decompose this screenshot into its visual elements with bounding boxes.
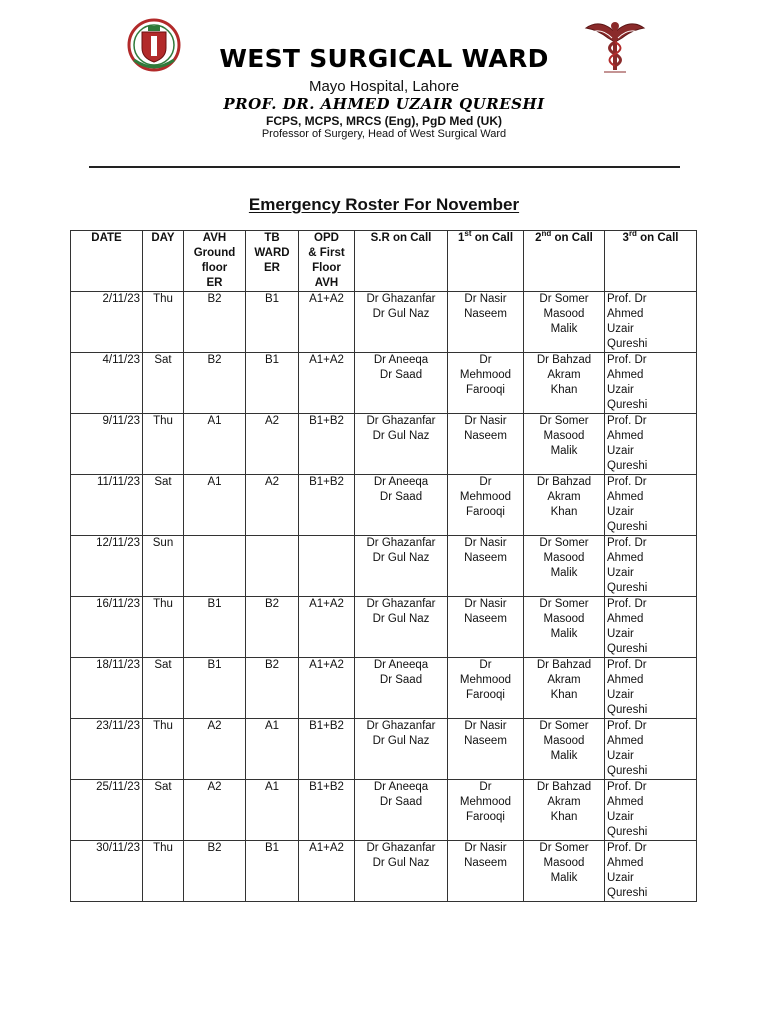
cell-third-on-call-line: Qureshi [607, 704, 648, 716]
header-first-num: 1 [457, 232, 465, 244]
header-opd-line: Floor [312, 262, 341, 274]
cell-third-on-call [605, 780, 697, 841]
header-tb-ward-er-line: ER [264, 262, 280, 274]
cell-third-on-call-line: Ahmed [607, 308, 644, 320]
cell-sr-on-call-line: Dr Saad [379, 491, 423, 503]
cell-second-on-call-line: Akram [547, 796, 581, 808]
cell-first-on-call-line: Dr [479, 781, 492, 793]
cell-sr-on-call-line: Dr Gul Naz [372, 308, 430, 320]
cell-first-on-call-line: Dr Nasir [464, 537, 507, 549]
cell-first-on-call-line: Dr Nasir [464, 720, 507, 732]
cell-sr-on-call-line: Dr Saad [379, 674, 423, 686]
cell-second-on-call-line: Malik [550, 445, 578, 457]
cell-third-on-call-line: Prof. Dr [607, 598, 647, 610]
cell-second-on-call [524, 353, 605, 414]
cell-avh-er: B2 [184, 841, 246, 902]
cell-first-on-call-line: Mehmood [459, 674, 512, 686]
cell-third-on-call-line: Ahmed [607, 369, 644, 381]
cell-third-on-call-line: Qureshi [607, 582, 648, 594]
cell-sr-on-call-line: Dr Gul Naz [372, 735, 430, 747]
cell-day: Sat [143, 780, 184, 841]
cell-third-on-call-line: Ahmed [607, 674, 644, 686]
cell-second-on-call-line: Dr Somer [539, 720, 589, 732]
cell-first-on-call-line: Dr Nasir [464, 598, 507, 610]
cell-day: Thu [143, 841, 184, 902]
cell-date: 2/11/23 [71, 292, 143, 353]
cell-avh-er: B1 [184, 597, 246, 658]
cell-second-on-call-line: Malik [550, 872, 578, 884]
cell-tb-ward-er: A1 [246, 719, 299, 780]
cell-first-on-call-line: Farooqi [466, 384, 505, 396]
cell-first-on-call-line: Naseem [464, 857, 507, 869]
cell-third-on-call-line: Uzair [607, 567, 634, 579]
cell-second-on-call-line: Malik [550, 567, 578, 579]
cell-tb-ward-er: B1 [246, 841, 299, 902]
cell-second-on-call-line: Dr Somer [539, 537, 589, 549]
cell-sr-on-call [355, 719, 448, 780]
cell-first-on-call-line: Naseem [464, 735, 507, 747]
cell-third-on-call-line: Prof. Dr [607, 537, 647, 549]
cell-first-on-call-line: Naseem [464, 552, 507, 564]
cell-third-on-call-line: Uzair [607, 384, 634, 396]
cell-sr-on-call-line: Dr Ghazanfar [366, 598, 436, 610]
cell-first-on-call-line: Mehmood [459, 796, 512, 808]
cell-sr-on-call-line: Dr Ghazanfar [366, 842, 436, 854]
cell-first-on-call-line: Naseem [464, 308, 507, 320]
cell-date: 16/11/23 [71, 597, 143, 658]
cell-third-on-call [605, 597, 697, 658]
cell-third-on-call [605, 536, 697, 597]
cell-date: 11/11/23 [71, 475, 143, 536]
cell-second-on-call-line: Dr Somer [539, 293, 589, 305]
cell-first-on-call-line: Naseem [464, 613, 507, 625]
roster-title: Emergency Roster For November [248, 195, 520, 214]
cell-sr-on-call-line: Dr Ghazanfar [366, 720, 436, 732]
cell-first-on-call [448, 536, 524, 597]
cell-first-on-call-line: Farooqi [466, 689, 505, 701]
cell-third-on-call-line: Qureshi [607, 887, 648, 899]
cell-sr-on-call-line: Dr Gul Naz [372, 430, 430, 442]
cell-second-on-call-line: Malik [550, 323, 578, 335]
cell-opd: B1+B2 [299, 475, 355, 536]
cell-first-on-call [448, 292, 524, 353]
cell-third-on-call-line: Prof. Dr [607, 659, 647, 671]
cell-third-on-call [605, 475, 697, 536]
cell-third-on-call-line: Qureshi [607, 826, 648, 838]
cell-third-on-call [605, 719, 697, 780]
cell-third-on-call-line: Uzair [607, 872, 634, 884]
cell-tb-ward-er: B2 [246, 658, 299, 719]
table-row [71, 292, 697, 353]
header-sr-on-call: S.R on Call [355, 231, 448, 292]
cell-third-on-call-line: Ahmed [607, 491, 644, 503]
cell-opd: A1+A2 [299, 292, 355, 353]
cell-second-on-call [524, 719, 605, 780]
cell-first-on-call [448, 597, 524, 658]
cell-sr-on-call [355, 780, 448, 841]
cell-third-on-call-line: Uzair [607, 628, 634, 640]
header-date: DATE [71, 231, 143, 292]
cell-second-on-call-line: Khan [550, 506, 578, 518]
header-day: DAY [143, 231, 184, 292]
cell-second-on-call-line: Dr Bahzad [536, 659, 592, 671]
cell-third-on-call-line: Prof. Dr [607, 842, 647, 854]
cell-date: 18/11/23 [71, 658, 143, 719]
cell-first-on-call-line: Mehmood [459, 491, 512, 503]
cell-sr-on-call [355, 353, 448, 414]
cell-second-on-call-line: Khan [550, 384, 578, 396]
cell-third-on-call-line: Ahmed [607, 430, 644, 442]
cell-second-on-call-line: Dr Somer [539, 842, 589, 854]
table-row [71, 536, 697, 597]
cell-third-on-call-line: Ahmed [607, 552, 644, 564]
cell-second-on-call-line: Khan [550, 689, 578, 701]
cell-sr-on-call [355, 414, 448, 475]
cell-third-on-call [605, 414, 697, 475]
cell-first-on-call [448, 475, 524, 536]
cell-third-on-call [605, 353, 697, 414]
header-opd-line: AVH [314, 277, 339, 289]
cell-second-on-call [524, 414, 605, 475]
table-row [71, 475, 697, 536]
cell-second-on-call-line: Khan [550, 811, 578, 823]
cell-third-on-call-line: Qureshi [607, 643, 648, 655]
cell-first-on-call-line: Dr [479, 476, 492, 488]
cell-third-on-call-line: Prof. Dr [607, 293, 647, 305]
cell-first-on-call [448, 414, 524, 475]
header-opd [299, 231, 355, 292]
cell-second-on-call-line: Malik [550, 628, 578, 640]
header-first-on-call [448, 231, 524, 292]
cell-third-on-call [605, 292, 697, 353]
cell-second-on-call [524, 475, 605, 536]
header-avh-er-line: AVH [202, 232, 227, 244]
cell-sr-on-call-line: Dr Ghazanfar [366, 537, 436, 549]
header-second-sup: nd [541, 230, 552, 239]
cell-tb-ward-er: A2 [246, 414, 299, 475]
cell-sr-on-call [355, 292, 448, 353]
header-opd-line: & First [308, 247, 345, 259]
cell-second-on-call [524, 292, 605, 353]
header-avh-er [184, 231, 246, 292]
cell-sr-on-call-line: Dr Ghazanfar [366, 293, 436, 305]
header-second-rest: on Call [551, 232, 593, 244]
cell-first-on-call-line: Dr [479, 659, 492, 671]
header-tb-ward-er-line: TB [264, 232, 280, 244]
cell-sr-on-call-line: Dr Aneeqa [373, 354, 429, 366]
cell-opd: A1+A2 [299, 353, 355, 414]
cell-avh-er: B2 [184, 292, 246, 353]
header-third-num: 3 [622, 232, 629, 244]
cell-tb-ward-er: B1 [246, 292, 299, 353]
cell-date: 4/11/23 [71, 353, 143, 414]
cell-tb-ward-er: B1 [246, 353, 299, 414]
cell-third-on-call-line: Uzair [607, 506, 634, 518]
cell-sr-on-call-line: Dr Saad [379, 796, 423, 808]
header-second-num: 2 [535, 232, 542, 244]
cell-third-on-call [605, 841, 697, 902]
cell-second-on-call [524, 597, 605, 658]
cell-avh-er: A2 [184, 780, 246, 841]
cell-day: Thu [143, 414, 184, 475]
table-row [71, 841, 697, 902]
cell-first-on-call-line: Dr Nasir [464, 293, 507, 305]
cell-sr-on-call-line: Dr Aneeqa [373, 781, 429, 793]
header-avh-er-line: Ground [193, 247, 236, 259]
cell-second-on-call-line: Akram [547, 369, 581, 381]
header-avh-er-line: ER [206, 277, 223, 289]
cell-date: 25/11/23 [71, 780, 143, 841]
cell-second-on-call-line: Masood [543, 735, 585, 747]
cell-second-on-call [524, 780, 605, 841]
cell-first-on-call [448, 841, 524, 902]
header-third-on-call [605, 231, 697, 292]
cell-third-on-call-line: Prof. Dr [607, 476, 647, 488]
cell-third-on-call-line: Uzair [607, 750, 634, 762]
cell-first-on-call-line: Mehmood [459, 369, 512, 381]
cell-day: Sat [143, 658, 184, 719]
cell-first-on-call [448, 658, 524, 719]
cell-sr-on-call-line: Dr Gul Naz [372, 613, 430, 625]
roster-table [70, 230, 697, 902]
cell-third-on-call-line: Qureshi [607, 521, 648, 533]
header-divider [89, 166, 680, 168]
cell-sr-on-call [355, 597, 448, 658]
header-first-sup: st [464, 230, 472, 239]
cell-second-on-call [524, 841, 605, 902]
header-tb-ward-er-line: WARD [254, 247, 290, 259]
cell-sr-on-call [355, 841, 448, 902]
cell-opd: B1+B2 [299, 414, 355, 475]
header-third-sup: rd [628, 230, 637, 239]
cell-date: 30/11/23 [71, 841, 143, 902]
cell-second-on-call [524, 658, 605, 719]
cell-third-on-call-line: Ahmed [607, 735, 644, 747]
cell-third-on-call-line: Qureshi [607, 460, 648, 472]
cell-first-on-call-line: Dr Nasir [464, 842, 507, 854]
professor-credentials: FCPS, MCPS, MRCS (Eng), PgD Med (UK) [266, 114, 502, 128]
cell-opd: A1+A2 [299, 841, 355, 902]
cell-third-on-call-line: Uzair [607, 689, 634, 701]
cell-first-on-call [448, 780, 524, 841]
cell-opd: B1+B2 [299, 719, 355, 780]
table-row [71, 414, 697, 475]
cell-sr-on-call-line: Dr Saad [379, 369, 423, 381]
table-row [71, 719, 697, 780]
cell-opd: B1+B2 [299, 780, 355, 841]
cell-sr-on-call-line: Dr Ghazanfar [366, 415, 436, 427]
cell-second-on-call-line: Akram [547, 674, 581, 686]
cell-first-on-call-line: Farooqi [466, 811, 505, 823]
cell-second-on-call-line: Dr Bahzad [536, 354, 592, 366]
cell-second-on-call-line: Masood [543, 308, 585, 320]
cell-second-on-call-line: Dr Bahzad [536, 476, 592, 488]
cell-third-on-call-line: Prof. Dr [607, 354, 647, 366]
cell-second-on-call-line: Masood [543, 430, 585, 442]
ward-title: WEST SURGICAL WARD [219, 44, 549, 73]
cell-second-on-call-line: Masood [543, 613, 585, 625]
table-row [71, 597, 697, 658]
cell-day: Thu [143, 719, 184, 780]
cell-third-on-call-line: Ahmed [607, 857, 644, 869]
cell-third-on-call-line: Uzair [607, 811, 634, 823]
cell-tb-ward-er: A2 [246, 475, 299, 536]
table-row [71, 353, 697, 414]
cell-opd [299, 536, 355, 597]
cell-third-on-call-line: Prof. Dr [607, 415, 647, 427]
cell-sr-on-call [355, 475, 448, 536]
cell-day: Thu [143, 292, 184, 353]
cell-third-on-call-line: Ahmed [607, 796, 644, 808]
cell-tb-ward-er: B2 [246, 597, 299, 658]
header-second-on-call [524, 231, 605, 292]
cell-third-on-call-line: Qureshi [607, 338, 648, 350]
professor-name: PROF. DR. AHMED UZAIR QURESHI [223, 95, 545, 113]
cell-first-on-call [448, 353, 524, 414]
cell-avh-er: A1 [184, 414, 246, 475]
cell-third-on-call-line: Uzair [607, 323, 634, 335]
cell-third-on-call-line: Prof. Dr [607, 720, 647, 732]
cell-third-on-call-line: Ahmed [607, 613, 644, 625]
cell-second-on-call-line: Dr Bahzad [536, 781, 592, 793]
cell-avh-er [184, 536, 246, 597]
hospital-name: Mayo Hospital, Lahore [308, 78, 460, 95]
cell-avh-er: B2 [184, 353, 246, 414]
professor-position: Professor of Surgery, Head of West Surgical Ward [261, 128, 507, 140]
table-header-row [71, 231, 697, 292]
cell-third-on-call-line: Qureshi [607, 399, 648, 411]
cell-second-on-call-line: Malik [550, 750, 578, 762]
cell-sr-on-call [355, 658, 448, 719]
cell-third-on-call-line: Prof. Dr [607, 781, 647, 793]
table-row [71, 658, 697, 719]
cell-avh-er: B1 [184, 658, 246, 719]
cell-second-on-call-line: Akram [547, 491, 581, 503]
cell-sr-on-call-line: Dr Gul Naz [372, 857, 430, 869]
cell-first-on-call-line: Naseem [464, 430, 507, 442]
cell-opd: A1+A2 [299, 597, 355, 658]
cell-second-on-call-line: Dr Somer [539, 415, 589, 427]
cell-second-on-call-line: Dr Somer [539, 598, 589, 610]
header-third-rest: on Call [636, 232, 679, 244]
cell-sr-on-call-line: Dr Aneeqa [373, 659, 429, 671]
cell-sr-on-call-line: Dr Aneeqa [373, 476, 429, 488]
header-tb-ward-er [246, 231, 299, 292]
cell-third-on-call [605, 658, 697, 719]
cell-first-on-call-line: Dr [479, 354, 492, 366]
header-opd-line: OPD [314, 232, 339, 244]
table-row [71, 780, 697, 841]
cell-tb-ward-er [246, 536, 299, 597]
header-first-rest: on Call [471, 232, 514, 244]
cell-first-on-call [448, 719, 524, 780]
cell-day: Sat [143, 353, 184, 414]
cell-sr-on-call-line: Dr Gul Naz [372, 552, 430, 564]
cell-second-on-call [524, 536, 605, 597]
cell-date: 9/11/23 [71, 414, 143, 475]
cell-tb-ward-er: A1 [246, 780, 299, 841]
cell-sr-on-call [355, 536, 448, 597]
cell-second-on-call-line: Masood [543, 552, 585, 564]
cell-day: Thu [143, 597, 184, 658]
cell-date: 23/11/23 [71, 719, 143, 780]
cell-avh-er: A2 [184, 719, 246, 780]
cell-avh-er: A1 [184, 475, 246, 536]
cell-first-on-call-line: Farooqi [466, 506, 505, 518]
cell-opd: A1+A2 [299, 658, 355, 719]
cell-third-on-call-line: Qureshi [607, 765, 648, 777]
cell-second-on-call-line: Masood [543, 857, 585, 869]
cell-day: Sun [143, 536, 184, 597]
roster-table-body [71, 292, 697, 902]
cell-first-on-call-line: Dr Nasir [464, 415, 507, 427]
header-avh-er-line: floor [201, 262, 228, 274]
cell-day: Sat [143, 475, 184, 536]
cell-third-on-call-line: Uzair [607, 445, 634, 457]
cell-date: 12/11/23 [71, 536, 143, 597]
